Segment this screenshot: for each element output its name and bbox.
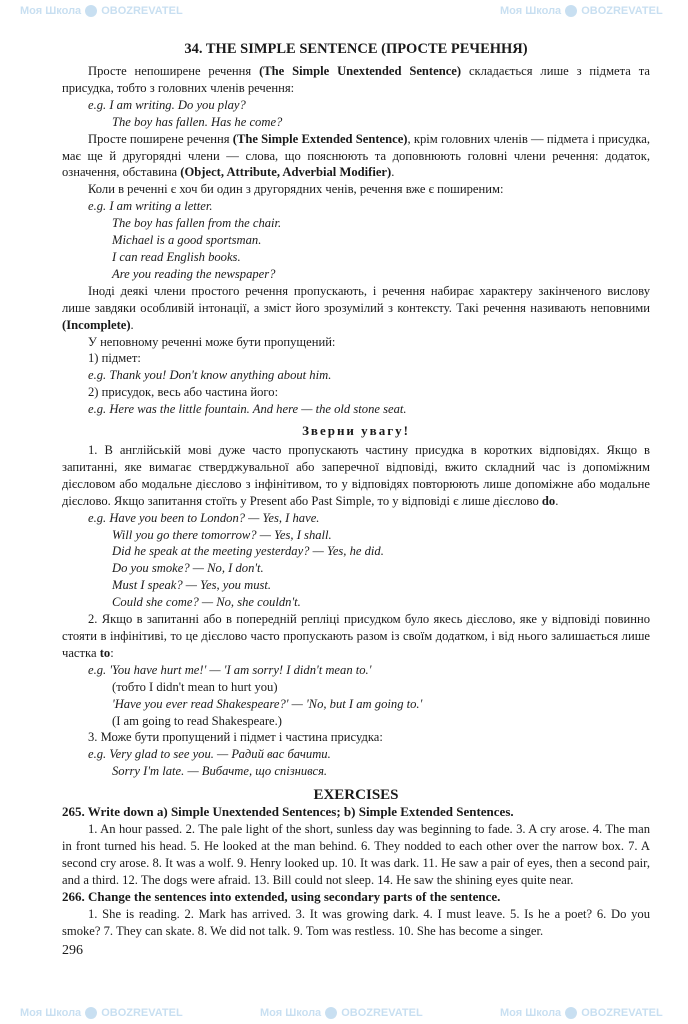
logo-icon <box>565 5 577 17</box>
text: Просте непоширене речення <box>88 64 260 78</box>
example: e.g. I am writing. Do you play? <box>88 97 246 112</box>
watermark <box>20 1006 183 1020</box>
example <box>62 746 650 763</box>
term: (The Simple Extended Sentence) <box>232 131 408 146</box>
watermark <box>260 1006 423 1020</box>
watermark-text: OBOZREVATEL <box>581 5 663 17</box>
text: . <box>555 493 559 508</box>
paragraph <box>62 63 650 97</box>
watermark <box>500 4 663 18</box>
example: (I am going to read Shakespeare.) <box>112 713 282 728</box>
note-title: Зверни увагу! <box>302 423 410 439</box>
term: (Incomplete) <box>62 317 131 332</box>
watermark-text: OBOZREVATEL <box>581 1007 663 1019</box>
text: 1. В англійській мові дуже часто пропускають частину присудка в коротких відповідях. Якщо в запитанні, яке вимагає стверджувальної або заперечної відповіді, вжито складний час із допоміжним дієсловом або модальне дієслово з інфінітивом, то у відповідях повторюють лише допоміжне або модальне дієслово. Якщо запитання стоїть у Present або Past Simple, то у відповіді є лише дієслово <box>62 443 650 508</box>
term: to <box>99 645 111 660</box>
example: Michael is a good sportsman. <box>112 233 262 248</box>
exercise-heading: 266. Change the sentences into extended, using secondary parts of the sentence. <box>62 888 501 904</box>
exercise-heading: 265. Write down a) Simple Unextended Sentences; b) Simple Extended Sentences. <box>62 804 514 820</box>
exercises-title: EXERCISES <box>313 787 399 804</box>
example: 'Have you ever read Shakespeare?' — 'No, but I am going to.' <box>112 696 423 711</box>
watermark-text: OBOZREVATEL <box>101 1007 183 1019</box>
term: (The Simple Unextended Sentence) <box>259 64 462 78</box>
page-title: 34. THE SIMPLE SENTENCE (ПРОСТЕ РЕЧЕННЯ) <box>184 41 528 57</box>
example: Are you reading the newspaper? <box>112 266 276 281</box>
example: Must I speak? — Yes, you must. <box>112 578 272 593</box>
example: I can read English books. <box>112 249 241 264</box>
example: Could she come? — No, she couldn't. <box>112 595 301 610</box>
example: Do you smoke? — No, I don't. <box>112 561 264 576</box>
text: . <box>130 317 134 332</box>
example: Will you go there tomorrow? — Yes, I shall. <box>112 527 332 542</box>
example: The boy has fallen from the chair. <box>112 216 282 231</box>
exercise-text: 1. An hour passed. 2. The pale light of the short, sunless day was beginning to fade. 3. A cry arose. 4. The man in front turned his head. 5. He looked at the man behind. 6. They nodded to each other over the narrow box. 7. A second cry arose. 8. It was a wolf. 9. Henry looked up. 10. It was dark. 11. He saw a pair of eyes, then a second pair, and a third. 12. The dogs were afraid. 13. Bill could not sleep. 14. He saw the shining eyes quite near. <box>62 822 650 887</box>
text: , крім головних членів — підмета і присудка, має ще й другорядні члени — слова, що пояснюють та доповнюють головні члени речення: додаток, означення, обставина <box>62 131 651 180</box>
example: Did he speak at the meeting yesterday? — Yes, he did. <box>112 544 384 559</box>
paragraph: Коли в реченні є хоч би один з другорядних ченів, речення вже є поширеним: <box>88 182 504 197</box>
paragraph <box>62 131 650 182</box>
example: Sorry I'm late. — Вибачте, що спізнився. <box>112 764 328 779</box>
exercise-text: 1. She is reading. 2. Mark has arrived. 3. It was growing dark. 4. I must leave. 5. Is he a poet? 6. Do you smoke? 7. They can skate. 8. We did not talk. 9. Tom was restless. 10. She has become a singer. <box>62 906 650 938</box>
paragraph: 1) підмет: <box>88 351 141 366</box>
example: e.g. Have you been to London? — Yes, I have. <box>88 510 320 525</box>
example: e.g. Thank you! Don't know anything about him. <box>88 368 332 383</box>
example: (тобто I didn't mean to hurt you) <box>112 679 278 694</box>
watermark-text: OBOZREVATEL <box>341 1007 423 1019</box>
watermark-text: Моя Школа <box>20 5 82 17</box>
logo-icon <box>85 5 97 17</box>
logo-icon <box>565 1007 577 1019</box>
paragraph <box>62 442 650 510</box>
example: e.g. Here was the little fountain. And here — the old stone seat. <box>88 402 407 417</box>
text: складається лише з підмета та присудка, тобто з головних членів речення: <box>62 64 651 95</box>
watermark-text: Моя Школа <box>20 1007 82 1019</box>
page-number: 296 <box>62 943 83 959</box>
paragraph: 2) присудок, весь або частина його: <box>88 385 279 400</box>
watermark-text: Моя Школа <box>500 5 562 17</box>
example <box>62 662 650 679</box>
watermark <box>500 1006 663 1020</box>
example: The boy has fallen. Has he come? <box>112 114 283 129</box>
paragraph <box>62 611 650 662</box>
text: 2. Якщо в запитанні або в попередній репліці присудком було якесь дієслово, яке у відповіді повинно стояти в інфінітиві, то це дієслово часто пропускають разом із своїм додатком, і від нього залишається лише частка <box>62 612 650 660</box>
term: (Object, Attribute, Adverbial Modifier) <box>180 165 392 180</box>
watermark-text: Моя Школа <box>500 1007 562 1019</box>
logo-icon <box>85 1007 97 1019</box>
paragraph <box>62 283 650 334</box>
text: : <box>110 645 114 660</box>
eg-label: e.g. <box>88 662 110 677</box>
term: do <box>541 493 556 508</box>
paragraph: 3. Може бути пропущений і підмет і частина присудка: <box>88 730 383 745</box>
example-text: 'You have hurt me!' — 'I am sorry! I didn't mean to.' <box>109 662 372 677</box>
document-page <box>62 40 650 960</box>
text: Іноді деякі члени простого речення пропускають, і речення набирає характеру закінченого вислову лише завдяки особливій інтонації, а зміст його зрозумілий з контексту. Такі речення називають неповними <box>62 283 650 315</box>
text: . <box>391 165 395 180</box>
paragraph: У неповному реченні може бути пропущений: <box>88 334 336 349</box>
watermark-text: OBOZREVATEL <box>101 5 183 17</box>
watermark <box>20 4 183 18</box>
logo-icon <box>325 1007 337 1019</box>
text: Просте поширене речення <box>88 131 233 146</box>
watermark-text: Моя Школа <box>260 1007 322 1019</box>
example-text: Very glad to see you. — Радий вас бачити. <box>109 747 331 762</box>
example: e.g. I am writing a letter. <box>88 199 213 214</box>
eg-label: e.g. <box>88 747 110 762</box>
